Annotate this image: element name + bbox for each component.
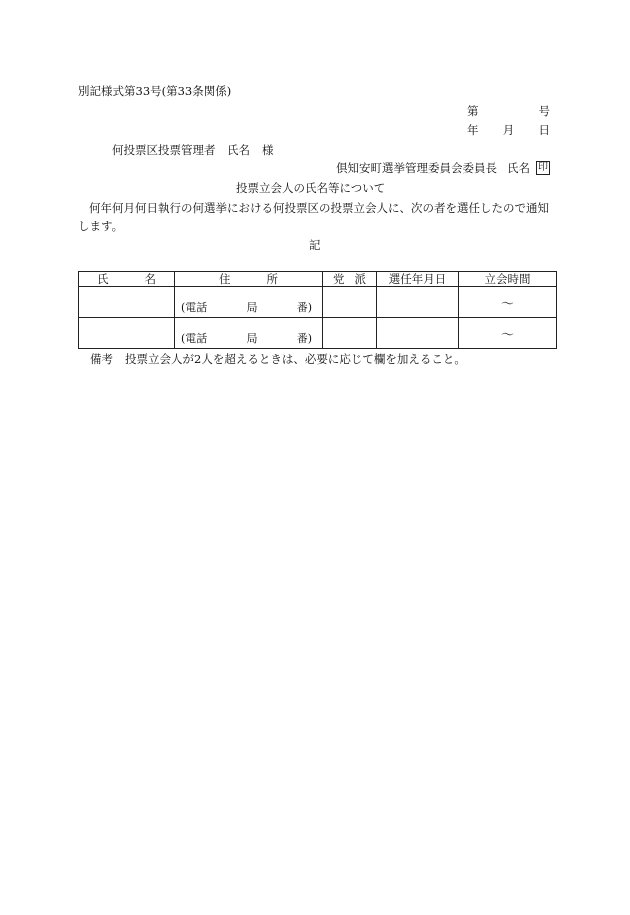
table-header-row	[79, 272, 557, 287]
cell-party	[323, 287, 377, 318]
document-number	[467, 104, 550, 118]
cell-party	[323, 318, 377, 349]
doc-number-prefix: 第	[467, 104, 479, 118]
remarks-text: 投票立会人が2人を超えるときは、必要に応じて欄を加えること。	[125, 352, 466, 366]
ki-heading: 記	[309, 238, 321, 252]
cell-address	[175, 287, 323, 318]
sender	[336, 161, 550, 175]
cell-name	[79, 318, 175, 349]
remarks-label: 備考	[90, 352, 113, 366]
table-row	[79, 318, 557, 349]
header-name: 氏 名	[79, 272, 175, 287]
form-number: 別記様式第33号(第33条関係)	[78, 84, 232, 98]
cell-address	[175, 318, 323, 349]
document-date	[467, 123, 550, 137]
header-address: 住 所	[175, 272, 323, 287]
cell-appointment-date	[377, 318, 459, 349]
subject-title: 投票立会人の氏名等について	[236, 181, 386, 195]
telephone-line: (電話 局 番)	[181, 332, 312, 345]
cell-attendance-time: ～	[459, 318, 557, 349]
body-text: 何年何月何日執行の何選挙における何投票区の投票立会人に、次の者を選任したので通知します。	[78, 201, 549, 233]
seal-mark: 印	[538, 162, 548, 173]
date-year: 年	[467, 123, 479, 137]
sender-name-label: 氏名	[507, 161, 530, 175]
addressee	[112, 143, 274, 157]
officers-table	[78, 271, 557, 349]
header-appointment-date: 選任年月日	[377, 272, 459, 287]
addressee-honorific: 様	[262, 143, 274, 157]
header-attendance-time: 立会時間	[459, 272, 557, 287]
addressee-text: 何投票区投票管理者 氏名	[112, 143, 250, 157]
doc-number-suffix: 号	[538, 104, 550, 118]
table-row	[79, 287, 557, 318]
cell-appointment-date	[377, 287, 459, 318]
telephone-line: (電話 局 番)	[181, 301, 312, 314]
sender-title: 倶知安町選挙管理委員会委員長	[336, 161, 497, 175]
date-day: 日	[538, 123, 550, 137]
cell-attendance-time: ～	[459, 287, 557, 318]
date-month: 月	[502, 123, 515, 137]
header-party: 党 派	[323, 272, 377, 287]
remarks	[90, 352, 466, 366]
cell-name	[79, 287, 175, 318]
